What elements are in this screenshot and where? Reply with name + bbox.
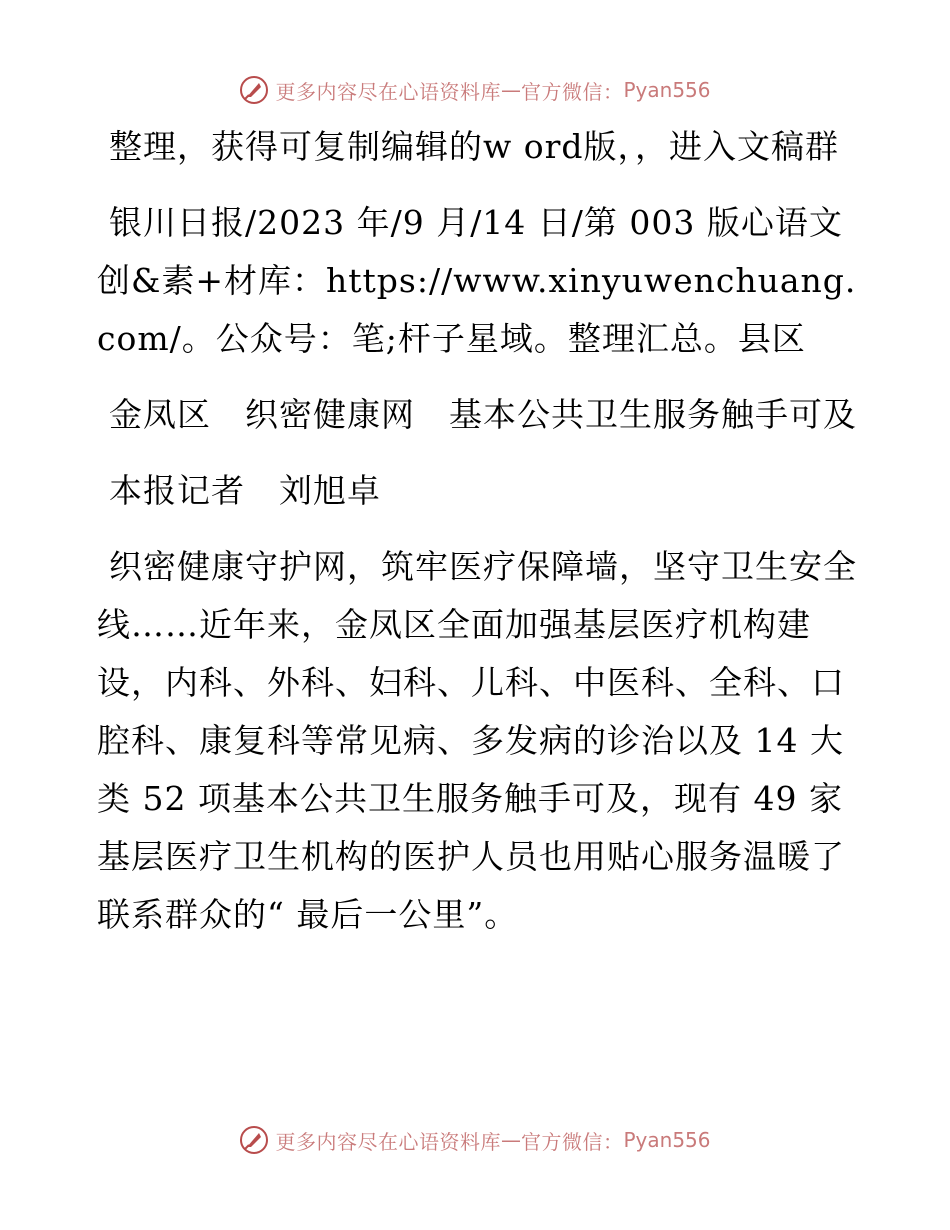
body-paragraph: 织密健康守护网，筑牢医疗保障墙，坚守卫生安全线……近年来，金凤区全面加强基层医疗机构建设，内科、外科、妇科、儿科、中医科、全科、口腔科、康复科等常见病、多发病的诊治以及 14 大类 52 项基本公共卫生服务触手可及，现有 49 家基层医疗卫生机构的医护人员也用贴心服务温暖了联系群众的“ 最后一公里”。: [97, 547, 857, 934]
source-paragraph: 银川日报/2023 年/9 月/14 日/第 003 版心语文创&素+材库：https://www.xinyuwenchuang.com/。公众号：笔;杆子星域。整理汇总。县区: [97, 203, 857, 358]
banner-separator: —: [500, 1128, 521, 1152]
banner-wechat-id: Pyan556: [623, 78, 711, 102]
banner-wechat-label: 官方微信：: [520, 1129, 624, 1154]
banner-wechat-label: 官方微信：: [520, 79, 624, 104]
banner-main-text: 更多内容尽在心语资料库: [275, 1129, 501, 1154]
intro-paragraph: 整理，获得可复制编辑的w ord版，，进入文稿群: [109, 127, 840, 166]
feather-logo-icon: [239, 1125, 269, 1155]
document-body: [97, 118, 857, 962]
banner-main-text: 更多内容尽在心语资料库: [275, 79, 501, 104]
footer-banner: [0, 1120, 950, 1160]
article-title: 金凤区 织密健康网 基本公共卫生服务触手可及: [109, 395, 857, 434]
reporter-line: 本报记者 刘旭卓: [109, 471, 381, 510]
banner-wechat-id: Pyan556: [623, 1128, 711, 1152]
feather-logo-icon: [239, 75, 269, 105]
banner-separator: —: [500, 78, 521, 102]
header-banner: [0, 70, 950, 110]
